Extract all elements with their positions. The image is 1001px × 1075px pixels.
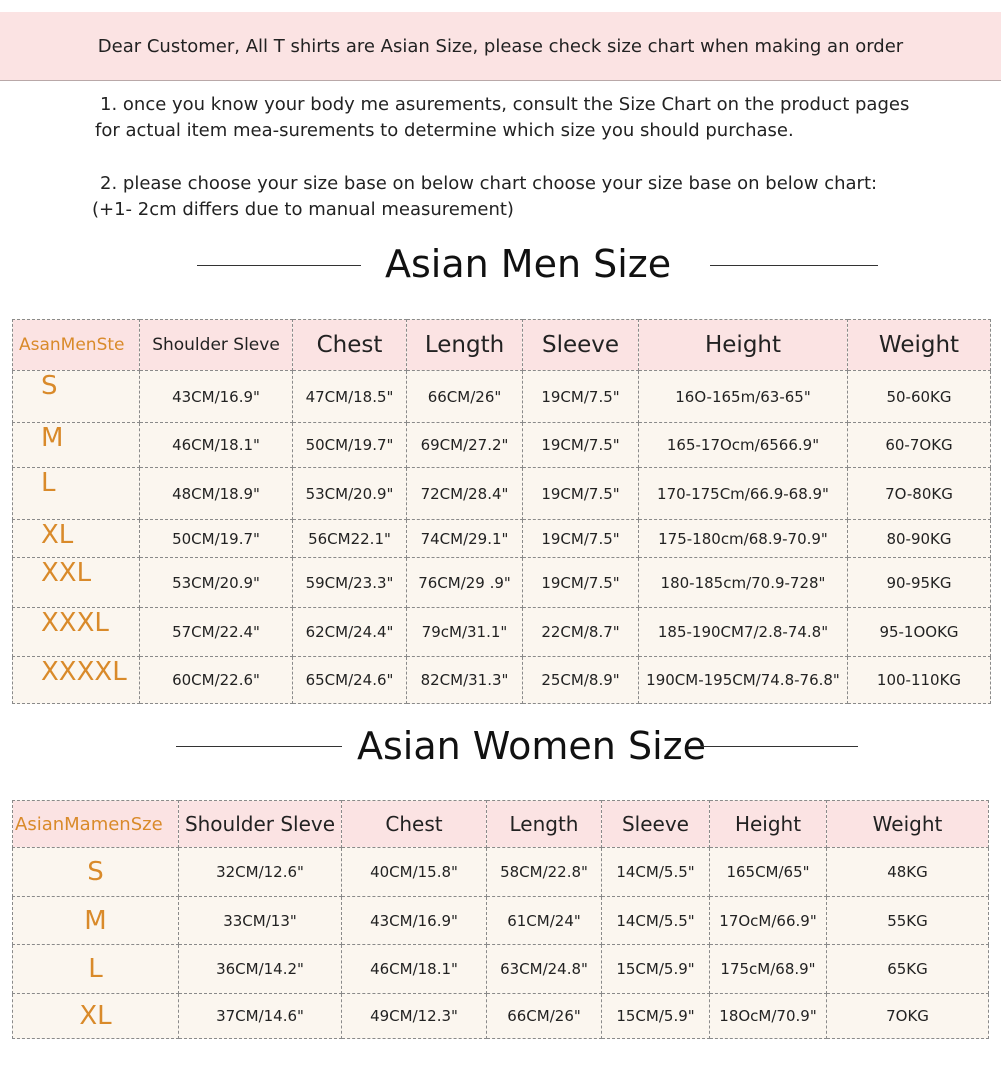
men-header-size: AsanMenSte bbox=[13, 320, 140, 371]
note-line-4: (+1- 2cm differs due to manual measurement) bbox=[92, 199, 514, 220]
size-label: M bbox=[13, 897, 179, 945]
men-row-xl bbox=[13, 520, 991, 558]
women-row-xl bbox=[13, 994, 989, 1039]
women-header-sleeve: Sleeve bbox=[602, 801, 710, 848]
sleeve-cell: 15CM/5.9" bbox=[602, 945, 710, 994]
length-cell: 74CM/29.1" bbox=[407, 520, 523, 558]
length-cell: 82CM/31.3" bbox=[407, 657, 523, 704]
notice-banner bbox=[0, 12, 1001, 81]
shoulder-cell: 57CM/22.4" bbox=[140, 608, 293, 657]
men-header-weight: Weight bbox=[848, 320, 991, 371]
men-row-m bbox=[13, 423, 991, 468]
size-label: L bbox=[13, 945, 179, 994]
note-line-2: for actual item mea-surements to determine which size you should purchase. bbox=[95, 120, 794, 141]
height-cell: 185-190CM7/2.8-74.8" bbox=[639, 608, 848, 657]
men-row-xxxxl bbox=[13, 657, 991, 704]
chest-cell: 62CM/24.4" bbox=[293, 608, 407, 657]
women-size-title: Asian Women Size bbox=[357, 724, 706, 768]
size-label: S bbox=[13, 848, 179, 897]
chest-cell: 59CM/23.3" bbox=[293, 558, 407, 608]
length-cell: 58CM/22.8" bbox=[487, 848, 602, 897]
women-title-rule-right bbox=[690, 746, 858, 747]
men-header-length: Length bbox=[407, 320, 523, 371]
women-row-l bbox=[13, 945, 989, 994]
shoulder-cell: 36CM/14.2" bbox=[179, 945, 342, 994]
women-header-shoulder: Shoulder Sleve bbox=[179, 801, 342, 848]
chest-cell: 43CM/16.9" bbox=[342, 897, 487, 945]
chest-cell: 49CM/12.3" bbox=[342, 994, 487, 1039]
size-label: L bbox=[13, 468, 140, 520]
sleeve-cell: 19CM/7.5" bbox=[523, 468, 639, 520]
women-header-chest: Chest bbox=[342, 801, 487, 848]
size-label: XXXL bbox=[13, 608, 140, 657]
chest-cell: 40CM/15.8" bbox=[342, 848, 487, 897]
weight-cell: 100-110KG bbox=[848, 657, 991, 704]
shoulder-cell: 46CM/18.1" bbox=[140, 423, 293, 468]
note-line-1: 1. once you know your body me asurements, consult the Size Chart on the product pages bbox=[100, 94, 910, 115]
women-row-s bbox=[13, 848, 989, 897]
height-cell: 170-175Cm/66.9-68.9" bbox=[639, 468, 848, 520]
shoulder-cell: 50CM/19.7" bbox=[140, 520, 293, 558]
chest-cell: 53CM/20.9" bbox=[293, 468, 407, 520]
height-cell: 16O-165m/63-65" bbox=[639, 371, 848, 423]
women-header-row bbox=[13, 801, 989, 848]
height-cell: 18OcM/70.9" bbox=[710, 994, 827, 1039]
length-cell: 66CM/26" bbox=[487, 994, 602, 1039]
men-header-chest: Chest bbox=[293, 320, 407, 371]
men-header-row bbox=[13, 320, 991, 371]
women-header-height: Height bbox=[710, 801, 827, 848]
length-cell: 66CM/26" bbox=[407, 371, 523, 423]
height-cell: 175cM/68.9" bbox=[710, 945, 827, 994]
women-title-rule-left bbox=[176, 746, 342, 747]
chest-cell: 47CM/18.5" bbox=[293, 371, 407, 423]
size-label: XXXXL bbox=[13, 657, 140, 704]
women-header-weight: Weight bbox=[827, 801, 989, 848]
sleeve-cell: 22CM/8.7" bbox=[523, 608, 639, 657]
length-cell: 79cM/31.1" bbox=[407, 608, 523, 657]
men-title-rule-right bbox=[710, 265, 878, 266]
sleeve-cell: 19CM/7.5" bbox=[523, 558, 639, 608]
shoulder-cell: 33CM/13" bbox=[179, 897, 342, 945]
sleeve-cell: 14CM/5.5" bbox=[602, 848, 710, 897]
chest-cell: 50CM/19.7" bbox=[293, 423, 407, 468]
shoulder-cell: 53CM/20.9" bbox=[140, 558, 293, 608]
note-line-3: 2. please choose your size base on below chart choose your size base on below chart: bbox=[100, 173, 878, 194]
weight-cell: 60-7OKG bbox=[848, 423, 991, 468]
women-row-m bbox=[13, 897, 989, 945]
weight-cell: 90-95KG bbox=[848, 558, 991, 608]
men-row-s bbox=[13, 371, 991, 423]
height-cell: 190CM-195CM/74.8-76.8" bbox=[639, 657, 848, 704]
men-header-shoulder: Shoulder Sleve bbox=[140, 320, 293, 371]
men-row-xxl bbox=[13, 558, 991, 608]
height-cell: 180-185cm/70.9-728" bbox=[639, 558, 848, 608]
weight-cell: 65KG bbox=[827, 945, 989, 994]
length-cell: 61CM/24" bbox=[487, 897, 602, 945]
women-size-table bbox=[12, 800, 989, 1039]
men-size-title: Asian Men Size bbox=[385, 242, 672, 286]
size-label: XXL bbox=[13, 558, 140, 608]
size-label: XL bbox=[13, 520, 140, 558]
size-label: M bbox=[13, 423, 140, 468]
men-header-height: Height bbox=[639, 320, 848, 371]
sleeve-cell: 19CM/7.5" bbox=[523, 423, 639, 468]
shoulder-cell: 48CM/18.9" bbox=[140, 468, 293, 520]
weight-cell: 7OKG bbox=[827, 994, 989, 1039]
height-cell: 175-180cm/68.9-70.9" bbox=[639, 520, 848, 558]
sleeve-cell: 19CM/7.5" bbox=[523, 520, 639, 558]
height-cell: 165-17Ocm/6566.9" bbox=[639, 423, 848, 468]
shoulder-cell: 60CM/22.6" bbox=[140, 657, 293, 704]
chest-cell: 65CM/24.6" bbox=[293, 657, 407, 704]
shoulder-cell: 43CM/16.9" bbox=[140, 371, 293, 423]
chest-cell: 56CM22.1" bbox=[293, 520, 407, 558]
women-header-size: AsianMamenSze bbox=[13, 801, 179, 848]
weight-cell: 55KG bbox=[827, 897, 989, 945]
women-header-length: Length bbox=[487, 801, 602, 848]
men-header-sleeve: Sleeve bbox=[523, 320, 639, 371]
sleeve-cell: 19CM/7.5" bbox=[523, 371, 639, 423]
notice-text: Dear Customer, All T shirts are Asian Size, please check size chart when making an order bbox=[97, 35, 904, 57]
sleeve-cell: 15CM/5.9" bbox=[602, 994, 710, 1039]
size-label: S bbox=[13, 371, 140, 423]
length-cell: 63CM/24.8" bbox=[487, 945, 602, 994]
height-cell: 17OcM/66.9" bbox=[710, 897, 827, 945]
length-cell: 76CM/29 .9" bbox=[407, 558, 523, 608]
sleeve-cell: 25CM/8.9" bbox=[523, 657, 639, 704]
size-label: XL bbox=[13, 994, 179, 1039]
length-cell: 72CM/28.4" bbox=[407, 468, 523, 520]
height-cell: 165CM/65" bbox=[710, 848, 827, 897]
men-row-xxxl bbox=[13, 608, 991, 657]
weight-cell: 95-1OOKG bbox=[848, 608, 991, 657]
men-size-table bbox=[12, 319, 991, 704]
weight-cell: 80-90KG bbox=[848, 520, 991, 558]
shoulder-cell: 32CM/12.6" bbox=[179, 848, 342, 897]
men-title-rule-left bbox=[197, 265, 361, 266]
chest-cell: 46CM/18.1" bbox=[342, 945, 487, 994]
men-row-l bbox=[13, 468, 991, 520]
length-cell: 69CM/27.2" bbox=[407, 423, 523, 468]
weight-cell: 48KG bbox=[827, 848, 989, 897]
shoulder-cell: 37CM/14.6" bbox=[179, 994, 342, 1039]
sleeve-cell: 14CM/5.5" bbox=[602, 897, 710, 945]
weight-cell: 50-60KG bbox=[848, 371, 991, 423]
weight-cell: 7O-80KG bbox=[848, 468, 991, 520]
